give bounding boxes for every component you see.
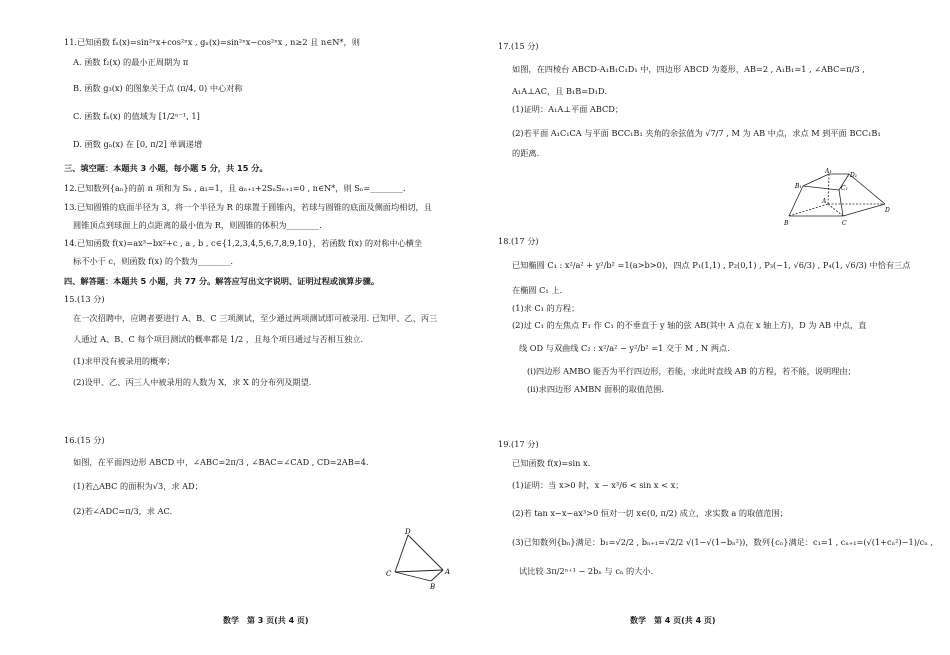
q18-part-i: (i)四边形 AMBO 能否为平行四边形，若能，求此时直线 AB 的方程，若不能，说明理由； [527, 366, 856, 376]
q13-line1: 13.已知圆锥的底面半径为 3，将一个半径为 R 的球置于圆锥内，若球与圆锥的底面及侧面均相切，且 [64, 202, 432, 212]
section-4-heading: 四、解答题：本题共 5 小题，共 77 分。解答应写出文字说明、证明过程或演算步骤。 [64, 276, 380, 286]
q17-sub2-cont: 的距离. [512, 148, 540, 158]
q15-sub2: (2)设甲、乙、丙三人中被录用的人数为 X，求 X 的分布列及期望. [73, 377, 312, 387]
q17-label-b: B [784, 220, 789, 227]
q17-label-a1: A₁ [825, 168, 832, 175]
q13-line2: 圆锥顶点到球面上的点距离的最小值为 R，则圆锥的体积为________. [73, 220, 322, 230]
q18-part-ii: (ii)求四边形 AMBN 面积的取值范围. [527, 384, 664, 394]
q18-sub2-cont: 线 OD 与双曲线 C₂ : x²/a² − y²/b² =1 交于 M , N 两点. [519, 343, 730, 353]
q17-sub1: (1)证明：A₁A⊥平面 ABCD； [512, 104, 624, 114]
q17-sub2: (2)若平面 A₁C₁CA 与平面 BCC₁B₁ 夹角的余弦值为 √7/7 , M 为 AB 中点，求点 M 到平面 BCC₁B₁ [512, 128, 881, 138]
page-4 [475, 0, 950, 655]
q17-figure [781, 168, 893, 228]
q12: 12.已知数列{aₙ}的前 n 项和为 Sₙ , a₁=1，且 aₙ₊₁+2SₙSₙ₊₁=0 , n∈N*，则 Sₙ=________. [64, 183, 406, 193]
q16-head: 16.(15 分) [64, 435, 105, 445]
q15-sub1: (1)求甲没有被录用的概率； [73, 356, 175, 366]
q15-para1: 在一次招聘中，应聘者要进行 A、B、C 三项测试，至少通过两项测试即可被录用. 已知甲、乙、丙三 [73, 313, 438, 323]
q18-head: 18.(17 分) [498, 236, 539, 246]
q19-sub3: (3)已知数列{bₙ}满足：b₁=√2/2 , bₙ₊₁=√2/2 √(1−√(1−bₙ²))，数列{cₙ}满足：c₁=1 , cₙ₊₁=(√(1+cₙ²)−1)/cₙ , [512, 537, 933, 547]
q16-label-b: B [430, 583, 436, 591]
q17-label-c: C [842, 220, 847, 227]
q19-sub3-cont: 试比较 3π/2ⁿ⁺¹ − 2bₙ 与 cₙ 的大小. [519, 566, 654, 576]
q17-head: 17.(15 分) [498, 41, 539, 51]
q17-label-b1: B₁ [795, 183, 802, 190]
q19-sub2: (2)若 tan x−x−ax³>0 恒对一切 x∈(0, π/2) 成立，求实数 a 的取值范围； [512, 508, 788, 518]
q16-sub2: (2)若∠ADC=π/3，求 AC. [73, 506, 173, 516]
q14-line2: 标不小于 c，则函数 f(x) 的个数为________. [73, 256, 234, 266]
q19-sub1: (1)证明：当 x>0 时，x − x³/6 < sin x < x； [512, 480, 684, 490]
footer-page-4: 数学 第 4 页(共 4 页) [630, 616, 716, 625]
q16-para1: 如图，在平面四边形 ABCD 中，∠ABC=2π/3 , ∠BAC=∠CAD , CD=2AB=4. [73, 457, 369, 467]
q16-sub1: (1)若△ABC 的面积为√3，求 AD； [73, 481, 203, 491]
section-3-heading: 三、填空题：本题共 3 小题，每小题 5 分，共 15 分。 [64, 163, 268, 173]
q11-option-a: A. 函数 f₂(x) 的最小正周期为 π [73, 57, 189, 67]
q15-para2: 人通过 A、B、C 每个项目测试的概率都是 1/2 ，且每个项目通过与否相互独立. [73, 334, 364, 344]
q17-para2: A₁A⊥AC，且 B₁B=D₁D. [512, 86, 607, 96]
q16-label-d: D [405, 528, 411, 536]
q18-sub1: (1)求 C₁ 的方程； [512, 303, 580, 313]
q17-label-a: A [822, 198, 827, 205]
q11-option-d: D. 函数 gₙ(x) 在 [0, π/2] 单调递增 [73, 139, 203, 149]
q19-head: 19.(17 分) [498, 439, 539, 449]
q17-label-d1: D₁ [850, 172, 858, 179]
q17-label-c1: C₁ [841, 185, 848, 192]
q17-label-d: D [885, 207, 890, 214]
q11-stem: 11.已知函数 fₙ(x)=sin²ⁿx+cos²ⁿx , gₙ(x)=sin²ⁿx−cos²ⁿx , n≥2 且 n∈N*，则 [64, 37, 360, 47]
q15-head: 15.(13 分) [64, 294, 105, 304]
q18-para1: 已知椭圆 C₁ : x²/a² + y²/b² =1(a>b>0)，四点 P₁(1,1) , P₂(0,1) , P₃(−1, √6/3) , P₄(1, √6/3) 中恰有三点 [512, 260, 911, 270]
q11-option-b: B. 函数 g₃(x) 的图象关于点 (π/4, 0) 中心对称 [73, 83, 243, 93]
q16-figure [383, 527, 458, 591]
q18-para2: 在椭圆 C₁ 上. [512, 285, 563, 295]
q18-sub2: (2)过 C₁ 的左焦点 F₁ 作 C₁ 的不垂直于 y 轴的弦 AB(其中 A 点在 x 轴上方)，D 为 AB 中点，直 [512, 320, 867, 330]
q19-para1: 已知函数 f(x)=sin x. [512, 458, 591, 468]
q14-line1: 14.已知函数 f(x)=ax³−bx²+c , a , b , c∈{1,2,3,4,5,6,7,8,9,10}，若函数 f(x) 的对称中心横坐 [64, 238, 423, 248]
q16-label-c: C [386, 570, 392, 578]
footer-page-3: 数学 第 3 页(共 4 页) [223, 616, 309, 625]
q16-label-a: A [445, 568, 451, 576]
q11-option-c: C. 函数 fₙ(x) 的值域为 [1/2ⁿ⁻¹, 1] [73, 111, 200, 121]
q17-para1: 如图，在四棱台 ABCD-A₁B₁C₁D₁ 中，四边形 ABCD 为菱形，AB=2 , A₁B₁=1 , ∠ABC=π/3 , [512, 64, 865, 74]
